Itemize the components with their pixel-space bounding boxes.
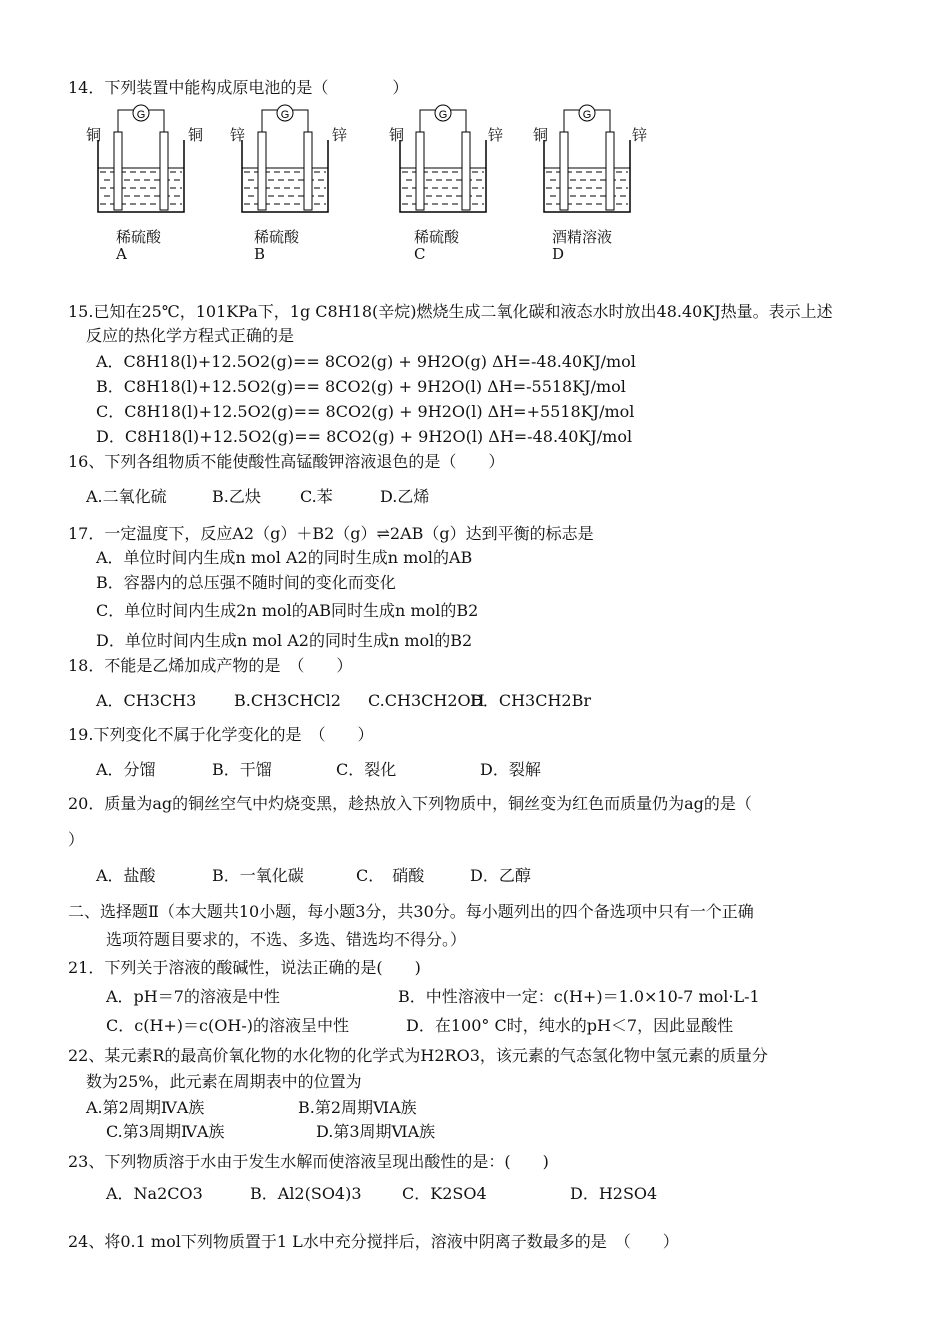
q17-option-c: C．单位时间内生成2n mol的AB同时生成n mol的B2 xyxy=(96,601,479,620)
q21-option-a: A．pH＝7的溶液是中性 xyxy=(106,987,280,1006)
q18-option-b: B.CH3CHCl2 xyxy=(234,691,341,710)
right-electrode-label: 锌 xyxy=(632,126,648,144)
q20-option-b: B．一氧化碳 xyxy=(212,866,304,885)
q15-option-a: A．C8H18(l)+12.5O2(g)== 8CO2(g) + 9H2O(g) ΔH=-48.40KJ/mol xyxy=(96,352,636,371)
right-electrode-label: 锌 xyxy=(488,126,504,144)
galvanic-cell-diagram xyxy=(236,100,336,220)
q18-stem: 18．不能是乙烯加成产物的是 （ ） xyxy=(68,656,353,675)
q15-option-c: C．C8H18(l)+12.5O2(g)== 8CO2(g) + 9H2O(l) ΔH=+5518KJ/mol xyxy=(96,402,635,421)
q20-option-a: A．盐酸 xyxy=(96,866,156,885)
q18-option-a: A．CH3CH3 xyxy=(96,691,197,710)
left-electrode-label: 铜 xyxy=(86,126,102,144)
left-electrode-label: 锌 xyxy=(230,126,246,144)
q16-stem: 16、下列各组物质不能使酸性高锰酸钾溶液退色的是（ ） xyxy=(68,452,505,471)
q14-stem: 14．下列装置中能构成原电池的是（ ） xyxy=(68,78,409,97)
galvanometer-label: G xyxy=(136,109,146,121)
galvanic-cell-diagram xyxy=(538,100,638,220)
q19-option-d: D．裂解 xyxy=(480,760,541,779)
electrolyte-label: 稀硫酸 xyxy=(254,228,300,246)
q22-stem-line1: 22、某元素R的最高价氧化物的水化物的化学式为H2RO3，该元素的气态氢化物中氢元素的质量分 xyxy=(68,1046,768,1065)
q18-option-d: D．CH3CH2Br xyxy=(470,691,591,710)
option-letter: C xyxy=(414,245,426,263)
right-electrode-label: 锌 xyxy=(332,126,348,144)
option-letter: D xyxy=(552,245,565,263)
q17-option-a: A．单位时间内生成n mol A2的同时生成n mol的AB xyxy=(96,548,473,567)
left-electrode-label: 铜 xyxy=(533,126,549,144)
electrolyte-label: 稀硫酸 xyxy=(116,228,162,246)
q23-option-d: D．H2SO4 xyxy=(570,1184,658,1203)
q15-option-b: B．C8H18(l)+12.5O2(g)== 8CO2(g) + 9H2O(l) ΔH=-5518KJ/mol xyxy=(96,377,626,396)
q22-option-b: B.第2周期ⅥA族 xyxy=(298,1098,417,1117)
q24-stem: 24、将0.1 mol下列物质置于1 L水中充分搅拌后，溶液中阴离子数最多的是 （ ） xyxy=(68,1232,679,1251)
q22-option-c: C.第3周期ⅣA族 xyxy=(106,1122,225,1141)
right-electrode-label: 铜 xyxy=(188,126,204,144)
q19-option-b: B．干馏 xyxy=(212,760,272,779)
galvanic-cell-diagram xyxy=(92,100,192,220)
option-letter: A xyxy=(116,245,127,263)
q15-option-d: D．C8H18(l)+12.5O2(g)== 8CO2(g) + 9H2O(l) ΔH=-48.40KJ/mol xyxy=(96,427,633,446)
section2-heading-line1: 二、选择题Ⅱ（本大题共10小题，每小题3分，共30分。每小题列出的四个备选项中只有一个正确 xyxy=(68,902,754,921)
q19-stem: 19.下列变化不属于化学变化的是 （ ） xyxy=(68,725,374,744)
q18-option-c: C.CH3CH2OH xyxy=(368,691,485,710)
q23-option-b: B．Al2(SO4)3 xyxy=(250,1184,362,1203)
q21-stem: 21．下列关于溶液的酸碱性，说法正确的是( ) xyxy=(68,958,421,977)
electrolyte-label: 酒精溶液 xyxy=(552,228,613,246)
q19-option-c: C．裂化 xyxy=(336,760,397,779)
galvanometer-label: G xyxy=(582,109,592,121)
q22-stem-line2: 数为25%，此元素在周期表中的位置为 xyxy=(86,1072,362,1091)
q17-option-d: D．单位时间内生成n mol A2的同时生成n mol的B2 xyxy=(96,631,473,650)
galvanic-cell-diagram xyxy=(394,100,494,220)
q21-option-b: B．中性溶液中一定：c(H+)＝1.0×10-7 mol·L-1 xyxy=(398,987,760,1006)
q15-stem-line2: 反应的热化学方程式正确的是 xyxy=(86,326,295,345)
q19-option-a: A．分馏 xyxy=(96,760,156,779)
q16-option-a: A.二氧化硫 xyxy=(86,487,167,506)
q17-option-b: B．容器内的总压强不随时间的变化而变化 xyxy=(96,573,396,592)
left-electrode-label: 铜 xyxy=(389,126,405,144)
q22-option-a: A.第2周期ⅣA族 xyxy=(86,1098,205,1117)
q20-stem-line1: 20．质量为ag的铜丝空气中灼烧变黑，趁热放入下列物质中，铜丝变为红色而质量仍为ag的是（ xyxy=(68,794,752,813)
q16-option-b: B.乙炔 xyxy=(212,487,261,506)
q21-option-c: C．c(H+)＝c(OH-)的溶液呈中性 xyxy=(106,1016,349,1035)
q16-option-d: D.乙烯 xyxy=(380,487,430,506)
q21-option-d: D．在100° C时，纯水的pH＜7，因此显酸性 xyxy=(406,1016,734,1035)
q17-stem: 17．一定温度下，反应A2（g）＋B2（g）⇌2AB（g）达到平衡的标志是 xyxy=(68,524,594,543)
galvanometer-label: G xyxy=(438,109,448,121)
q23-option-c: C．K2SO4 xyxy=(402,1184,487,1203)
q20-stem-line2: ） xyxy=(68,830,85,849)
section2-heading-line2: 选项符题目要求的，不选、多选、错选均不得分。） xyxy=(106,930,467,949)
q16-option-c: C.苯 xyxy=(300,487,333,506)
q23-stem: 23、下列物质溶于水由于发生水解而使溶液呈现出酸性的是：( ) xyxy=(68,1152,549,1171)
q22-option-d: D.第3周期ⅥA族 xyxy=(316,1122,436,1141)
q20-option-d: D．乙醇 xyxy=(470,866,531,885)
galvanometer-label: G xyxy=(280,109,290,121)
electrolyte-label: 稀硫酸 xyxy=(414,228,460,246)
q15-stem-line1: 15.已知在25℃，101KPa下，1g C8H18(辛烷)燃烧生成二氧化碳和液态水时放出48.40KJ热量。表示上述 xyxy=(68,302,833,321)
option-letter: B xyxy=(254,245,266,263)
q20-option-c: C． 硝酸 xyxy=(356,866,425,885)
q23-option-a: A．Na2CO3 xyxy=(106,1184,203,1203)
